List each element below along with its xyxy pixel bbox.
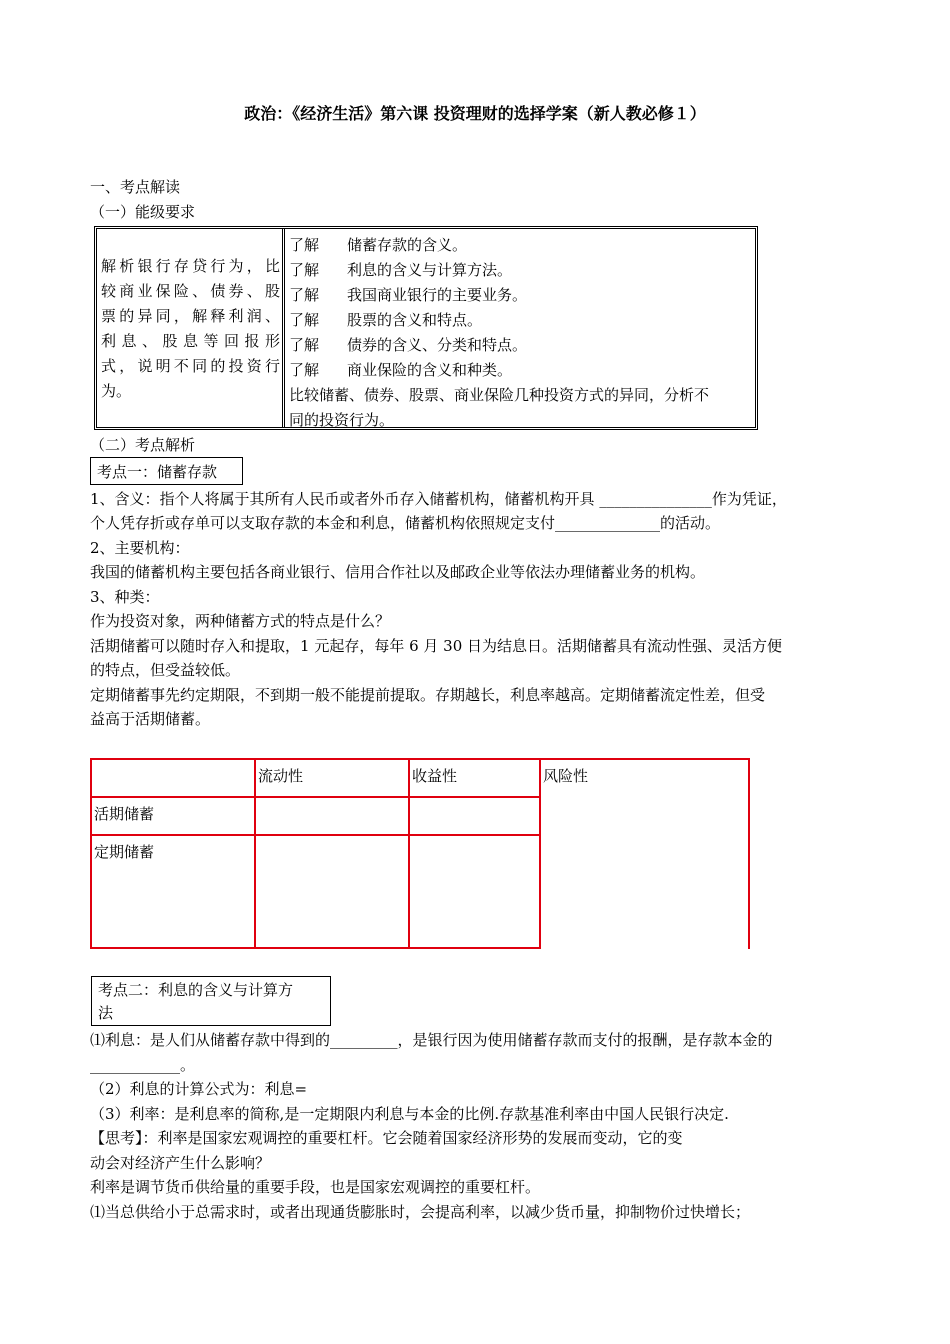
ability-requirement-cell [97, 229, 285, 427]
ability-row: 了解 股票的含义和特点。 [289, 311, 483, 329]
paragraph-line: 的特点，但受益较低。 [90, 661, 241, 679]
ability-row: 了解 储蓄存款的含义。 [289, 236, 468, 254]
ability-left-line: 式，说明不同的投资行 [101, 357, 280, 375]
ability-left-line: 为。 [101, 382, 132, 400]
ability-compare-line: 比较储蓄、债券、股票、商业保险几种投资方式的异同，分析不 [289, 386, 710, 404]
ability-table [94, 226, 758, 430]
ability-detail-cell [289, 229, 755, 433]
paragraph-line: 活期储蓄可以随时存入和提取，1 元起存，每年 6 月 30 日为结息日。活期储蓄具有流动性强、灵活方便 [90, 637, 783, 655]
paragraph-line: 利率是调节货币供给量的重要手段，也是国家宏观调控的重要杠杆。 [90, 1178, 541, 1196]
paragraph-line: 1、含义：指个人将属于其所有人民币或者外币存入储蓄机构，储蓄机构开具 _______________作为凭证， [90, 490, 787, 508]
paragraph-line: 3、种类： [90, 588, 160, 606]
table-row-label-fixed: 定期储蓄 [94, 843, 155, 861]
sub-heading: （二）考点解析 [90, 436, 196, 454]
section-heading: 一、考点解读 [90, 178, 181, 196]
paragraph-line: ⑴利息：是人们从储蓄存款中得到的_________，是银行因为使用储蓄存款而支付的报酬，是存款本金的 [90, 1031, 773, 1049]
paragraph-line: ____________。 [90, 1056, 196, 1074]
point-one-label: 考点一：储蓄存款 [90, 457, 243, 485]
ability-row: 了解 我国商业银行的主要业务。 [289, 286, 528, 304]
page-title: 政治：《经济生活》第六课 投资理财的选择学案（新人教必修１） [244, 104, 706, 123]
table-row-label-demand: 活期储蓄 [94, 805, 155, 823]
ability-row: 了解 商业保险的含义和种类。 [289, 361, 513, 379]
ability-left-line: 利 息 、 股 息 等 回 报 形 [101, 332, 280, 350]
ability-left-line: 较商业保险、债券、股 [101, 282, 280, 300]
paragraph-line: ⑴当总供给小于总需求时，或者出现通货膨胀时，会提高利率，以减少货币量，抑制物价过快增长； [90, 1203, 751, 1221]
table-header-risk: 风险性 [543, 767, 589, 785]
paragraph-line: （3）利率：是利息率的简称,是一定期限内利息与本金的比例.存款基准利率由中国人民银行决定. [90, 1105, 729, 1123]
paragraph-line: 作为投资对象，两种储蓄方式的特点是什么？ [90, 612, 391, 630]
table-header-yield: 收益性 [412, 767, 458, 785]
paragraph-line: 我国的储蓄机构主要包括各商业银行、信用合作社以及邮政企业等依法办理储蓄业务的机构。 [90, 563, 706, 581]
paragraph-line: 个人凭存折或存单可以支取存款的本金和利息，储蓄机构依照规定支付______________的活动。 [90, 514, 721, 532]
ability-row: 了解 债券的含义、分类和特点。 [289, 336, 528, 354]
paragraph-line: 【思考】：利率是国家宏观调控的重要杠杆。它会随着国家经济形势的发展而变动，它的变 [90, 1129, 683, 1147]
ability-left-line: 解析银行存贷行为，比 [101, 257, 280, 275]
paragraph-line: 定期储蓄事先约定期限，不到期一般不能提前提取。存期越长，利息率越高。定期储蓄流定性差，但受 [90, 686, 766, 704]
ability-compare-line: 同的投资行为。 [289, 411, 395, 429]
ability-row: 了解 利息的含义与计算方法。 [289, 261, 513, 279]
paragraph-line: （2）利息的计算公式为：利息= [90, 1080, 308, 1098]
paragraph-line: 益高于活期储蓄。 [90, 710, 211, 728]
paragraph-line: 动会对经济产生什么影响？ [90, 1154, 271, 1172]
paragraph-line: 2、主要机构： [90, 539, 190, 557]
table-header-liquidity: 流动性 [258, 767, 304, 785]
sub-heading: （一）能级要求 [90, 203, 196, 221]
point-two-label: 考点二：利息的含义与计算方 法 [91, 976, 331, 1026]
ability-left-line: 票的异同，解释利润、 [101, 307, 280, 325]
